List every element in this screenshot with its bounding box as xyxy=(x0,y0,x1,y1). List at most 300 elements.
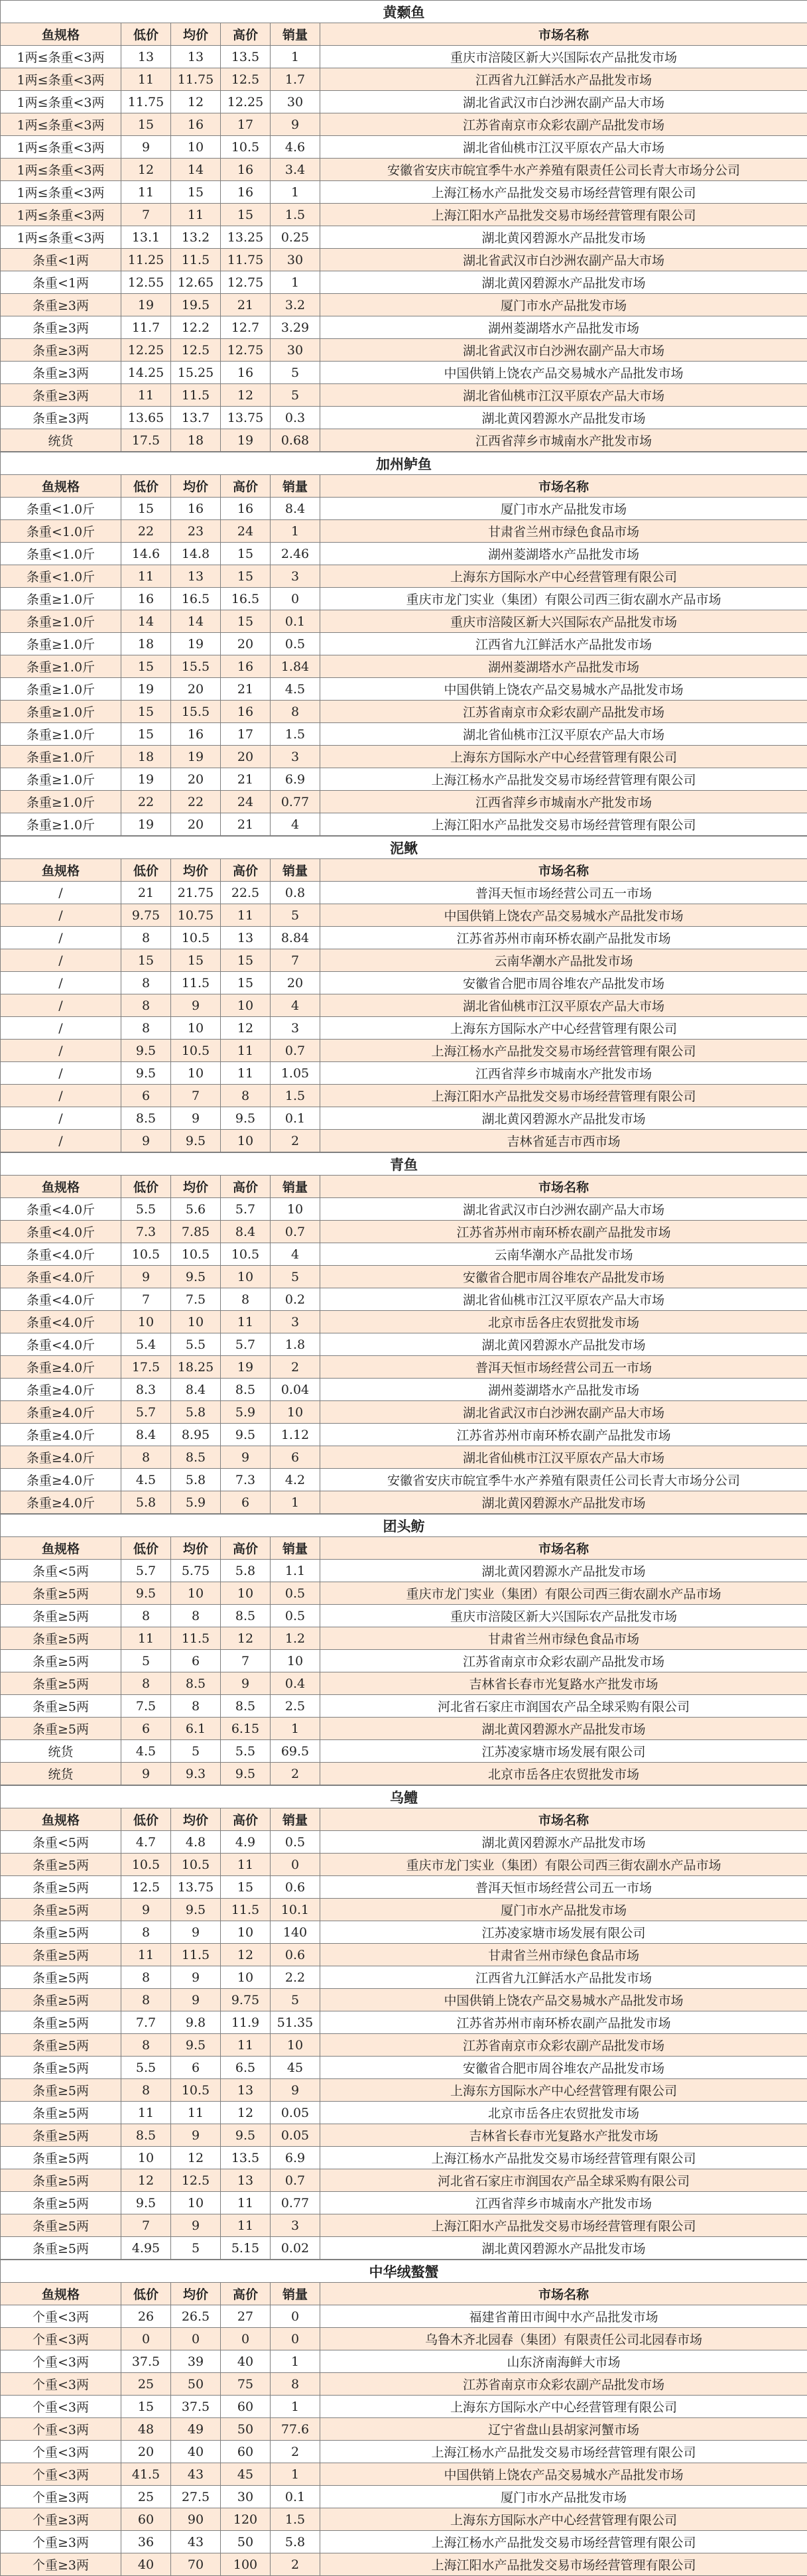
high-price-header: 高价 xyxy=(221,2283,271,2305)
table-row xyxy=(1,2463,807,2486)
section-title: 中华绒螯蟹 xyxy=(1,2260,807,2283)
avg-price-cell: 12 xyxy=(171,2147,221,2169)
volume-cell: 10 xyxy=(271,1401,320,1424)
section-table xyxy=(0,2260,807,2576)
high-price-cell: 15 xyxy=(221,972,271,994)
section-title-row xyxy=(1,837,807,859)
table-row xyxy=(1,362,807,384)
table-row xyxy=(1,1627,807,1650)
table-row xyxy=(1,2011,807,2034)
volume-cell: 2.46 xyxy=(271,543,320,565)
avg-price-cell: 7.5 xyxy=(171,1288,221,1311)
avg-price-cell: 10 xyxy=(171,1062,221,1085)
spec-cell: 条重<1.0斤 xyxy=(1,565,121,588)
high-price-cell: 12 xyxy=(221,2102,271,2124)
high-price-cell: 40 xyxy=(221,2350,271,2373)
table-row xyxy=(1,610,807,633)
table-row xyxy=(1,813,807,836)
volume-cell: 3 xyxy=(271,1017,320,1040)
low-price-cell: 7.3 xyxy=(121,1221,171,1243)
high-price-cell: 16 xyxy=(221,498,271,520)
volume-cell: 45 xyxy=(271,2057,320,2079)
spec-cell: 条重<4.0斤 xyxy=(1,1266,121,1288)
table-row xyxy=(1,791,807,813)
market-name-cell: 安徽省安庆市皖宜季牛水产养殖有限责任公司长青大市场分公司 xyxy=(320,159,807,181)
volume-header: 销量 xyxy=(271,23,320,46)
low-price-cell: 26 xyxy=(121,2305,171,2328)
spec-cell: / xyxy=(1,1085,121,1107)
volume-cell: 0.77 xyxy=(271,791,320,813)
high-price-cell: 5.8 xyxy=(221,1560,271,1582)
avg-price-cell: 14.8 xyxy=(171,543,221,565)
market-name-cell: 江苏省苏州市南环桥农副产品批发市场 xyxy=(320,2011,807,2034)
high-price-cell: 12 xyxy=(221,1944,271,1966)
volume-cell: 1.8 xyxy=(271,1333,320,1356)
header-row xyxy=(1,1808,807,1831)
avg-price-cell: 11.75 xyxy=(171,68,221,91)
high-price-cell: 45 xyxy=(221,2463,271,2486)
volume-cell: 69.5 xyxy=(271,1740,320,1763)
volume-cell: 0.5 xyxy=(271,1605,320,1627)
market-name-cell: 湖北黄冈碧源水产品批发市场 xyxy=(320,1491,807,1514)
low-price-cell: 9 xyxy=(121,136,171,159)
spec-cell: 条重≥5两 xyxy=(1,1921,121,1944)
high-price-cell: 16 xyxy=(221,655,271,678)
market-name-cell: 上海江杨水产品批发交易市场经营管理有限公司 xyxy=(320,2441,807,2463)
low-price-cell: 14.6 xyxy=(121,543,171,565)
high-price-cell: 60 xyxy=(221,2396,271,2418)
low-price-cell: 12.55 xyxy=(121,271,171,294)
table-row xyxy=(1,1446,807,1469)
spec-cell: 统货 xyxy=(1,429,121,452)
spec-cell: 个重<3两 xyxy=(1,2328,121,2350)
spec-cell: / xyxy=(1,994,121,1017)
header-row xyxy=(1,1176,807,1198)
table-row xyxy=(1,339,807,362)
high-price-cell: 19 xyxy=(221,1356,271,1379)
volume-cell: 1 xyxy=(271,1718,320,1740)
spec-cell: 条重≥5两 xyxy=(1,2147,121,2169)
avg-price-cell: 11 xyxy=(171,204,221,226)
avg-price-cell: 7 xyxy=(171,1085,221,1107)
low-price-cell: 19 xyxy=(121,768,171,791)
high-price-cell: 15 xyxy=(221,543,271,565)
spec-cell: 1两≤条重<3两 xyxy=(1,91,121,113)
table-row xyxy=(1,768,807,791)
market-name-cell: 上海东方国际水产中心经营管理有限公司 xyxy=(320,1017,807,1040)
market-name-cell: 上海江阳水产品批发交易市场经营管理有限公司 xyxy=(320,204,807,226)
volume-cell: 3 xyxy=(271,565,320,588)
low-price-cell: 5.4 xyxy=(121,1333,171,1356)
market-name-cell: 湖州菱湖塔水产品批发市场 xyxy=(320,655,807,678)
market-name-cell: 湖北黄冈碧源水产品批发市场 xyxy=(320,1718,807,1740)
spec-cell: 条重≥5两 xyxy=(1,2011,121,2034)
volume-cell: 5.8 xyxy=(271,2531,320,2553)
high-price-cell: 12 xyxy=(221,1627,271,1650)
spec-cell: 个重≥3两 xyxy=(1,2531,121,2553)
market-name-cell: 厦门市水产品批发市场 xyxy=(320,498,807,520)
table-row xyxy=(1,249,807,271)
avg-price-cell: 18 xyxy=(171,429,221,452)
low-price-cell: 12 xyxy=(121,159,171,181)
low-price-cell: 11 xyxy=(121,384,171,407)
low-price-cell: 12.25 xyxy=(121,339,171,362)
low-price-cell: 18 xyxy=(121,633,171,655)
avg-price-cell: 16.5 xyxy=(171,588,221,610)
table-row xyxy=(1,1085,807,1107)
spec-cell: 条重≥4.0斤 xyxy=(1,1446,121,1469)
avg-price-header: 均价 xyxy=(171,1537,221,1560)
high-price-cell: 17 xyxy=(221,723,271,746)
low-price-cell: 7.7 xyxy=(121,2011,171,2034)
volume-cell: 4.2 xyxy=(271,1469,320,1491)
avg-price-cell: 15.5 xyxy=(171,655,221,678)
market-name-cell: 上海东方国际水产中心经营管理有限公司 xyxy=(320,746,807,768)
volume-cell: 2.2 xyxy=(271,1966,320,1989)
volume-cell: 4.6 xyxy=(271,136,320,159)
table-row xyxy=(1,2237,807,2260)
low-price-cell: 8.5 xyxy=(121,1107,171,1130)
low-price-cell: 8 xyxy=(121,1989,171,2011)
avg-price-cell: 19.5 xyxy=(171,294,221,316)
header-row xyxy=(1,23,807,46)
high-price-cell: 10.5 xyxy=(221,136,271,159)
avg-price-cell: 50 xyxy=(171,2373,221,2396)
high-price-cell: 21 xyxy=(221,813,271,836)
avg-price-cell: 10.5 xyxy=(171,1243,221,1266)
spec-cell: / xyxy=(1,1130,121,1152)
volume-cell: 8.4 xyxy=(271,498,320,520)
spec-cell: 1两≤条重<3两 xyxy=(1,226,121,249)
spec-header: 鱼规格 xyxy=(1,1537,121,1560)
volume-cell: 2 xyxy=(271,2553,320,2576)
avg-price-cell: 9.5 xyxy=(171,1266,221,1288)
avg-price-cell: 13 xyxy=(171,565,221,588)
high-price-cell: 11 xyxy=(221,904,271,927)
avg-price-cell: 20 xyxy=(171,813,221,836)
spec-cell: 条重<5两 xyxy=(1,1560,121,1582)
volume-cell: 5 xyxy=(271,362,320,384)
table-row xyxy=(1,520,807,543)
spec-cell: 条重≥5两 xyxy=(1,1718,121,1740)
spec-cell: 条重≥5两 xyxy=(1,1627,121,1650)
table-row xyxy=(1,1560,807,1582)
avg-price-cell: 14 xyxy=(171,159,221,181)
table-row xyxy=(1,1424,807,1446)
spec-cell: 条重≥1.0斤 xyxy=(1,678,121,701)
avg-price-cell: 22 xyxy=(171,791,221,813)
avg-price-cell: 6 xyxy=(171,2057,221,2079)
low-price-cell: 9 xyxy=(121,1899,171,1921)
market-name-header: 市场名称 xyxy=(320,1537,807,1560)
low-price-cell: 8.4 xyxy=(121,1424,171,1446)
market-name-cell: 湖北黄冈碧源水产品批发市场 xyxy=(320,1560,807,1582)
low-price-cell: 8 xyxy=(121,1605,171,1627)
volume-cell: 3 xyxy=(271,2214,320,2237)
avg-price-cell: 10.5 xyxy=(171,2079,221,2102)
low-price-cell: 22 xyxy=(121,791,171,813)
spec-cell: 条重<5两 xyxy=(1,1831,121,1854)
table-row xyxy=(1,655,807,678)
spec-cell: 1两≤条重<3两 xyxy=(1,136,121,159)
volume-cell: 0 xyxy=(271,588,320,610)
market-name-cell: 湖北省仙桃市江汉平原农产品大市场 xyxy=(320,384,807,407)
market-name-cell: 江苏凌家塘市场发展有限公司 xyxy=(320,1921,807,1944)
volume-header: 销量 xyxy=(271,859,320,882)
high-price-header: 高价 xyxy=(221,1808,271,1831)
volume-cell: 1.7 xyxy=(271,68,320,91)
market-name-cell: 江苏省南京市众彩农副产品批发市场 xyxy=(320,113,807,136)
volume-cell: 0.1 xyxy=(271,1107,320,1130)
market-name-cell: 江西省九江鲜活水产品批发市场 xyxy=(320,68,807,91)
spec-cell: 条重≥5两 xyxy=(1,1582,121,1605)
low-price-cell: 10.5 xyxy=(121,1243,171,1266)
table-row xyxy=(1,1582,807,1605)
high-price-cell: 8 xyxy=(221,1288,271,1311)
spec-cell: 条重≥4.0斤 xyxy=(1,1491,121,1514)
spec-cell: 1两≤条重<3两 xyxy=(1,204,121,226)
avg-price-cell: 70 xyxy=(171,2553,221,2576)
low-price-cell: 5.5 xyxy=(121,1198,171,1221)
high-price-cell: 10 xyxy=(221,1966,271,1989)
low-price-cell: 4.95 xyxy=(121,2237,171,2260)
low-price-cell: 8 xyxy=(121,1921,171,1944)
high-price-cell: 120 xyxy=(221,2508,271,2531)
market-name-cell: 福建省莆田市闽中水产品批发市场 xyxy=(320,2305,807,2328)
high-price-cell: 9.5 xyxy=(221,1424,271,1446)
high-price-cell: 9.5 xyxy=(221,1763,271,1785)
high-price-cell: 13 xyxy=(221,2079,271,2102)
spec-header: 鱼规格 xyxy=(1,1808,121,1831)
high-price-cell: 24 xyxy=(221,791,271,813)
volume-cell: 4 xyxy=(271,994,320,1017)
high-price-cell: 8.5 xyxy=(221,1379,271,1401)
section-title: 加州鲈鱼 xyxy=(1,452,807,475)
avg-price-cell: 8.95 xyxy=(171,1424,221,1446)
volume-header: 销量 xyxy=(271,475,320,498)
high-price-cell: 13.5 xyxy=(221,46,271,68)
low-price-cell: 10 xyxy=(121,1311,171,1333)
table-row xyxy=(1,1672,807,1695)
volume-cell: 0.5 xyxy=(271,633,320,655)
market-name-cell: 上海东方国际水产中心经营管理有限公司 xyxy=(320,2396,807,2418)
low-price-cell: 48 xyxy=(121,2418,171,2441)
section-title-row xyxy=(1,1,807,23)
high-price-cell: 13.5 xyxy=(221,2147,271,2169)
table-row xyxy=(1,1401,807,1424)
table-row xyxy=(1,1221,807,1243)
avg-price-cell: 10 xyxy=(171,1311,221,1333)
high-price-cell: 12.75 xyxy=(221,339,271,362)
table-row xyxy=(1,2373,807,2396)
section-title-row xyxy=(1,1153,807,1176)
volume-header: 销量 xyxy=(271,2283,320,2305)
table-row xyxy=(1,1899,807,1921)
market-name-cell: 上海江杨水产品批发交易市场经营管理有限公司 xyxy=(320,2147,807,2169)
low-price-cell: 9.5 xyxy=(121,1062,171,1085)
high-price-cell: 7 xyxy=(221,1650,271,1672)
low-price-cell: 15 xyxy=(121,723,171,746)
low-price-cell: 0 xyxy=(121,2328,171,2350)
avg-price-cell: 9.5 xyxy=(171,1130,221,1152)
volume-cell: 0.7 xyxy=(271,1221,320,1243)
avg-price-cell: 9 xyxy=(171,994,221,1017)
avg-price-cell: 10.5 xyxy=(171,1040,221,1062)
section-title: 泥鳅 xyxy=(1,837,807,859)
avg-price-cell: 5.9 xyxy=(171,1491,221,1514)
high-price-cell: 16 xyxy=(221,159,271,181)
low-price-cell: 36 xyxy=(121,2531,171,2553)
spec-cell: 条重≥5两 xyxy=(1,1672,121,1695)
spec-cell: 条重≥3两 xyxy=(1,362,121,384)
avg-price-cell: 90 xyxy=(171,2508,221,2531)
high-price-cell: 15 xyxy=(221,565,271,588)
table-row xyxy=(1,2034,807,2057)
avg-price-cell: 12 xyxy=(171,91,221,113)
volume-cell: 1 xyxy=(271,181,320,204)
avg-price-cell: 10.5 xyxy=(171,927,221,949)
avg-price-cell: 0 xyxy=(171,2328,221,2350)
market-name-cell: 江苏凌家塘市场发展有限公司 xyxy=(320,1740,807,1763)
market-name-cell: 甘肃省兰州市绿色食品市场 xyxy=(320,1627,807,1650)
low-price-cell: 8.3 xyxy=(121,1379,171,1401)
market-name-header: 市场名称 xyxy=(320,1808,807,1831)
table-row xyxy=(1,498,807,520)
volume-cell: 0.4 xyxy=(271,1672,320,1695)
high-price-cell: 9 xyxy=(221,1672,271,1695)
spec-cell: 条重≥1.0斤 xyxy=(1,813,121,836)
table-row xyxy=(1,46,807,68)
high-price-cell: 11 xyxy=(221,1311,271,1333)
low-price-cell: 17.5 xyxy=(121,1356,171,1379)
market-name-cell: 重庆市龙门实业（集团）有限公司西三街农副水产品市场 xyxy=(320,1582,807,1605)
high-price-cell: 8.5 xyxy=(221,1605,271,1627)
spec-cell: 条重≥1.0斤 xyxy=(1,655,121,678)
table-row xyxy=(1,2192,807,2214)
low-price-cell: 19 xyxy=(121,678,171,701)
avg-price-cell: 27.5 xyxy=(171,2486,221,2508)
spec-cell: 个重<3两 xyxy=(1,2350,121,2373)
high-price-cell: 5.15 xyxy=(221,2237,271,2260)
low-price-cell: 15 xyxy=(121,701,171,723)
table-row xyxy=(1,1266,807,1288)
avg-price-cell: 4.8 xyxy=(171,1831,221,1854)
high-price-cell: 11 xyxy=(221,1062,271,1085)
table-row xyxy=(1,723,807,746)
low-price-cell: 21 xyxy=(121,882,171,904)
high-price-cell: 10 xyxy=(221,994,271,1017)
header-row xyxy=(1,475,807,498)
market-name-cell: 江苏省南京市众彩农副产品批发市场 xyxy=(320,2034,807,2057)
spec-cell: 统货 xyxy=(1,1740,121,1763)
low-price-cell: 9 xyxy=(121,1763,171,1785)
avg-price-header: 均价 xyxy=(171,1176,221,1198)
avg-price-cell: 19 xyxy=(171,746,221,768)
market-name-cell: 湖北黄冈碧源水产品批发市场 xyxy=(320,1333,807,1356)
header-row xyxy=(1,2283,807,2305)
market-name-cell: 安徽省合肥市周谷堆农产品批发市场 xyxy=(320,972,807,994)
spec-cell: 条重≥1.0斤 xyxy=(1,701,121,723)
low-price-header: 低价 xyxy=(121,2283,171,2305)
high-price-header: 高价 xyxy=(221,1176,271,1198)
volume-cell: 3.2 xyxy=(271,294,320,316)
spec-cell: 条重≥4.0斤 xyxy=(1,1379,121,1401)
table-row xyxy=(1,1288,807,1311)
avg-price-cell: 40 xyxy=(171,2441,221,2463)
table-row xyxy=(1,226,807,249)
market-name-cell: 湖北黄冈碧源水产品批发市场 xyxy=(320,1831,807,1854)
high-price-cell: 5.5 xyxy=(221,1740,271,1763)
spec-cell: 条重≥5两 xyxy=(1,1695,121,1718)
section-table xyxy=(0,1785,807,2260)
market-name-cell: 普洱天恒市场经营公司五一市场 xyxy=(320,882,807,904)
volume-cell: 0.05 xyxy=(271,2102,320,2124)
low-price-cell: 4.7 xyxy=(121,1831,171,1854)
volume-cell: 8.84 xyxy=(271,927,320,949)
high-price-cell: 9.5 xyxy=(221,1107,271,1130)
market-name-cell: 湖北省武汉市白沙洲农副产品大市场 xyxy=(320,339,807,362)
section-table xyxy=(0,1152,807,1514)
avg-price-cell: 26.5 xyxy=(171,2305,221,2328)
avg-price-cell: 23 xyxy=(171,520,221,543)
high-price-cell: 10 xyxy=(221,1921,271,1944)
low-price-cell: 41.5 xyxy=(121,2463,171,2486)
section-title: 乌鳢 xyxy=(1,1786,807,1808)
table-row xyxy=(1,904,807,927)
table-row xyxy=(1,1763,807,1785)
volume-cell: 5 xyxy=(271,384,320,407)
market-name-cell: 中国供销上饶农产品交易城水产品批发市场 xyxy=(320,362,807,384)
market-name-cell: 厦门市水产品批发市场 xyxy=(320,294,807,316)
low-price-cell: 8 xyxy=(121,994,171,1017)
low-price-cell: 7 xyxy=(121,2214,171,2237)
high-price-cell: 9.5 xyxy=(221,2124,271,2147)
volume-cell: 9 xyxy=(271,113,320,136)
market-name-cell: 上海江阳水产品批发交易市场经营管理有限公司 xyxy=(320,2214,807,2237)
table-row xyxy=(1,2531,807,2553)
avg-price-cell: 49 xyxy=(171,2418,221,2441)
spec-cell: 1两≤条重<3两 xyxy=(1,159,121,181)
avg-price-cell: 9.8 xyxy=(171,2011,221,2034)
volume-cell: 8 xyxy=(271,701,320,723)
low-price-cell: 14 xyxy=(121,610,171,633)
spec-cell: 条重<1.0斤 xyxy=(1,543,121,565)
market-name-cell: 重庆市涪陵区新大兴国际农产品批发市场 xyxy=(320,610,807,633)
market-name-cell: 北京市岳各庄农贸批发市场 xyxy=(320,1763,807,1785)
low-price-cell: 8 xyxy=(121,1017,171,1040)
high-price-cell: 100 xyxy=(221,2553,271,2576)
volume-cell: 0.5 xyxy=(271,1582,320,1605)
high-price-header: 高价 xyxy=(221,23,271,46)
market-name-cell: 江西省九江鲜活水产品批发市场 xyxy=(320,1966,807,1989)
volume-cell: 9 xyxy=(271,2079,320,2102)
avg-price-cell: 16 xyxy=(171,113,221,136)
low-price-cell: 7.5 xyxy=(121,1695,171,1718)
low-price-cell: 10 xyxy=(121,2147,171,2169)
spec-cell: 条重≥5两 xyxy=(1,2102,121,2124)
table-row xyxy=(1,1989,807,2011)
market-name-cell: 辽宁省盘山县胡家河蟹市场 xyxy=(320,2418,807,2441)
spec-cell: 条重≥5两 xyxy=(1,2169,121,2192)
volume-cell: 1 xyxy=(271,2463,320,2486)
section-title: 黄颡鱼 xyxy=(1,1,807,23)
market-name-cell: 湖北省武汉市白沙洲农副产品大市场 xyxy=(320,249,807,271)
low-price-cell: 6 xyxy=(121,1718,171,1740)
avg-price-cell: 12.2 xyxy=(171,316,221,339)
high-price-cell: 27 xyxy=(221,2305,271,2328)
table-row xyxy=(1,882,807,904)
spec-cell: 1两≤条重<3两 xyxy=(1,113,121,136)
